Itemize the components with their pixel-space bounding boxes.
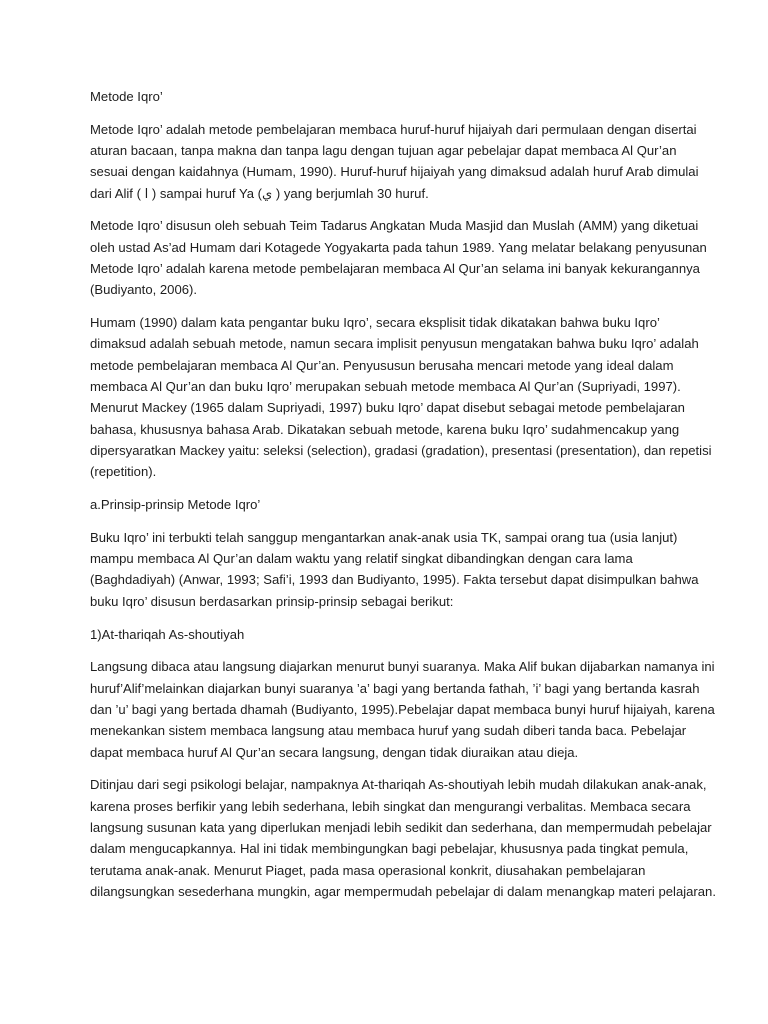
subsection-heading-shoutiyah: 1)At-thariqah As-shoutiyah (90, 626, 245, 642)
document-title: Metode Iqro’ (90, 89, 163, 104)
document-page (90, 86, 716, 914)
paragraph-definition: Metode Iqro’ adalah metode pembelajaran membaca huruf-huruf hijaiyah dari permulaan dengan disertai aturan bacaan, tanpa makna dan tanpa lagu dengan tujuan agar pebelajar dapat membaca Al Qur’an sesuai dengan kaidahnya (Humam, 1990). Huruf-huruf hijaiyah yang dimaksud adalah huruf Arab dimulai dari Alif ( ا ) sampai huruf Ya (ي ) yang berjumlah 30 huruf. (90, 121, 699, 201)
paragraph-evidence: Buku Iqro’ ini terbukti telah sanggup mengantarkan anak-anak usia TK, sampai orang tua (usia lanjut) mampu membaca Al Qur’an dalam waktu yang relatif singkat dibandingkan dengan cara lama (Baghdadiyah) (Anwar, 1993; Safi’i, 1993 dan Budiyanto, 1995). Fakta tersebut dapat disimpulkan bahwa buku Iqro’ disusun berdasarkan prinsip-prinsip sebagai berikut: (90, 529, 699, 609)
paragraph-origin: Metode Iqro’ disusun oleh sebuah Teim Tadarus Angkatan Muda Masjid dan Muslah (AMM) yang diketuai oleh ustad As’ad Humam dari Kotagede Yogyakarta pada tahun 1989. Yang melatar belakang penyusunan Metode Iqro’ adalah karena metode pembelajaran membaca Al Qur’an selama ini banyak kekurangannya (Budiyanto, 2006). (90, 218, 707, 298)
section-heading-principles: a.Prinsip-prinsip Metode Iqro’ (90, 497, 261, 513)
paragraph-direct-reading: Langsung dibaca atau langsung diajarkan menurut bunyi suaranya. Maka Alif bukan dijabarkan namanya ini huruf’Alif’melainkan diajarkan bunyi suaranya ’a’ bagi yang bertanda fathah, ’i’ bagi yang bertanda kasrah dan ’u’ bagi yang bertada dhamah (Budiyanto, 1995).Pebelajar dapat membaca bunyi huruf hijaiyah, karena menekankan sistem membaca langsung atau membaca huruf yang sudah diberi tanda baca. Pebelajar dapat membaca huruf Al Qur’an secara langsung, dengan tidak diuraikan atau dieja. (90, 659, 715, 760)
paragraph-humam: Humam (1990) dalam kata pengantar buku Iqro’, secara eksplisit tidak dikatakan bahwa buku Iqro’ dimaksud adalah sebuah metode, namun secara implisit penyusun mengatakan bahwa buku Iqro’ adalah metode pembelajaran membaca Al Qur’an. Penyususun berusaha mencari metode yang ideal dalam membaca Al Qur’an dan buku Iqro’ merupakan sebuah metode membaca Al Qur’an (Supriyadi, 1997). Menurut Mackey (1965 dalam Supriyadi, 1997) buku Iqro’ dapat disebut sebagai metode pembelajaran bahasa, khususnya bahasa Arab. Dikatakan sebuah metode, karena buku Iqro’ sudahmencakup yang dipersyaratkan Mackey yaitu: seleksi (selection), gradasi (gradation), presentasi (presentation), dan repetisi (repetition). (90, 315, 712, 480)
paragraph-psychology: Ditinjau dari segi psikologi belajar, nampaknya At-thariqah As-shoutiyah lebih mudah dilakukan anak-anak, karena proses berfikir yang lebih sederhana, lebih singkat dan mengurangi verbalitas. Membaca secara langsung susunan kata yang diperlukan menjadi lebih sedikit dan sederhana, dan mempermudah pebelajar dalam mengucapkannya. Hal ini tidak membingungkan bagi pebelajar, khususnya pada tingkat pemula, terutama anak-anak. Menurut Piaget, pada masa operasional konkrit, diusahakan pembelajaran dilangsungkan sesederhana mungkin, agar mempermudah pebelajar di dalam menangkap materi pelajaran. (90, 777, 716, 899)
